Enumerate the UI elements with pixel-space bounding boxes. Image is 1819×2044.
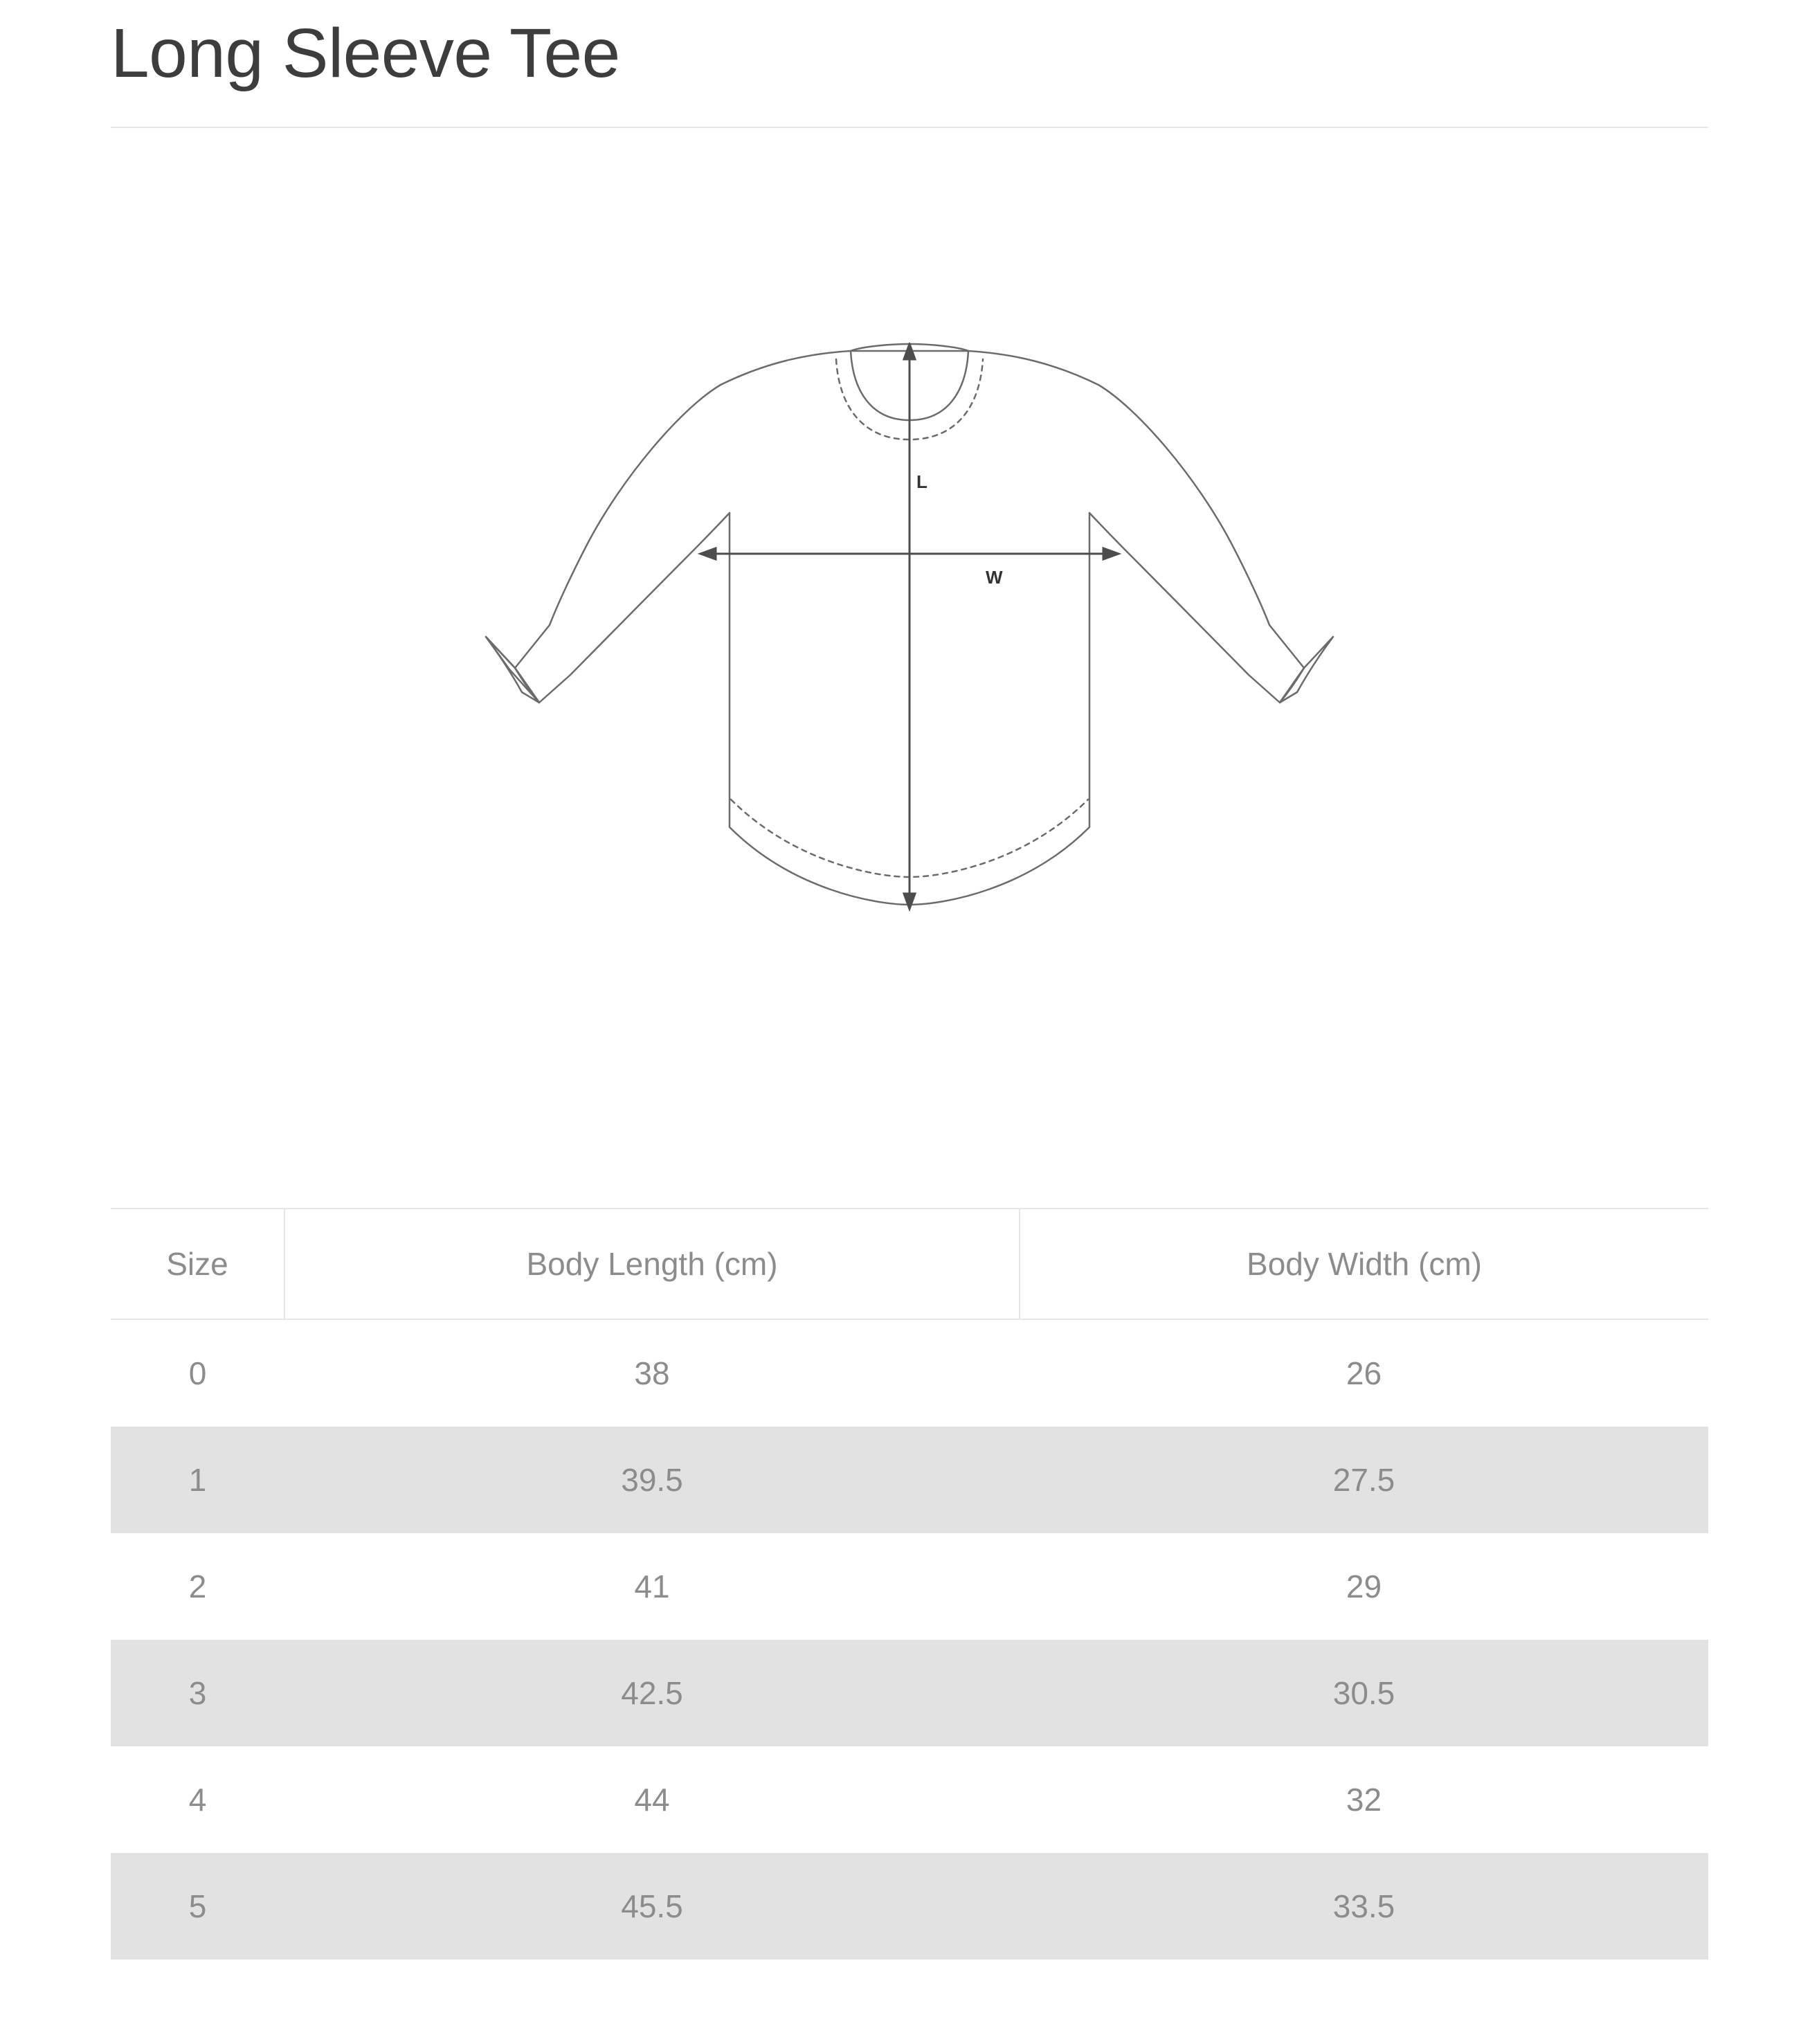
cell-size: 4: [188, 1782, 207, 1818]
size-chart-table: [111, 1208, 1708, 1960]
cell-body-length: 41: [634, 1568, 670, 1604]
column-header-body-width: Body Width (cm): [1020, 1209, 1708, 1319]
cell-size: 3: [111, 1640, 284, 1746]
cell-body-width: 33.5: [1020, 1853, 1708, 1960]
page-title: Long Sleeve Tee: [111, 0, 1708, 128]
cell-size: 1: [111, 1427, 284, 1533]
table-body: [111, 1319, 1708, 1960]
cell-size: 5: [111, 1853, 284, 1960]
cell-body-width: 26: [1346, 1355, 1382, 1391]
long-sleeve-tee-illustration: [473, 343, 1346, 993]
table-header: [111, 1209, 1708, 1319]
cell-body-width: 30.5: [1020, 1640, 1708, 1746]
table-row: [111, 1853, 1708, 1960]
column-header-body-length: Body Length (cm): [284, 1209, 1020, 1319]
cell-body-width: 27.5: [1020, 1427, 1708, 1533]
cell-body-width: 32: [1346, 1782, 1382, 1818]
cell-body-length: 38: [634, 1355, 670, 1391]
column-header-size: Size: [111, 1209, 284, 1319]
table-row: [111, 1427, 1708, 1533]
width-label: W: [986, 567, 1003, 588]
cell-body-length: 42.5: [284, 1640, 1020, 1746]
cell-body-length: 45.5: [284, 1853, 1020, 1960]
table-row: [111, 1533, 1708, 1640]
table-header-row: [111, 1209, 1708, 1319]
garment-diagram: [111, 128, 1708, 1208]
table-row: [111, 1319, 1708, 1427]
cell-body-width: 29: [1346, 1568, 1382, 1604]
length-label: L: [916, 471, 927, 492]
table-row: [111, 1746, 1708, 1853]
cell-body-length: 39.5: [284, 1427, 1020, 1533]
cell-size: 0: [188, 1355, 207, 1391]
cell-body-length: 44: [634, 1782, 670, 1818]
table-row: [111, 1640, 1708, 1746]
cell-size: 2: [188, 1568, 207, 1604]
